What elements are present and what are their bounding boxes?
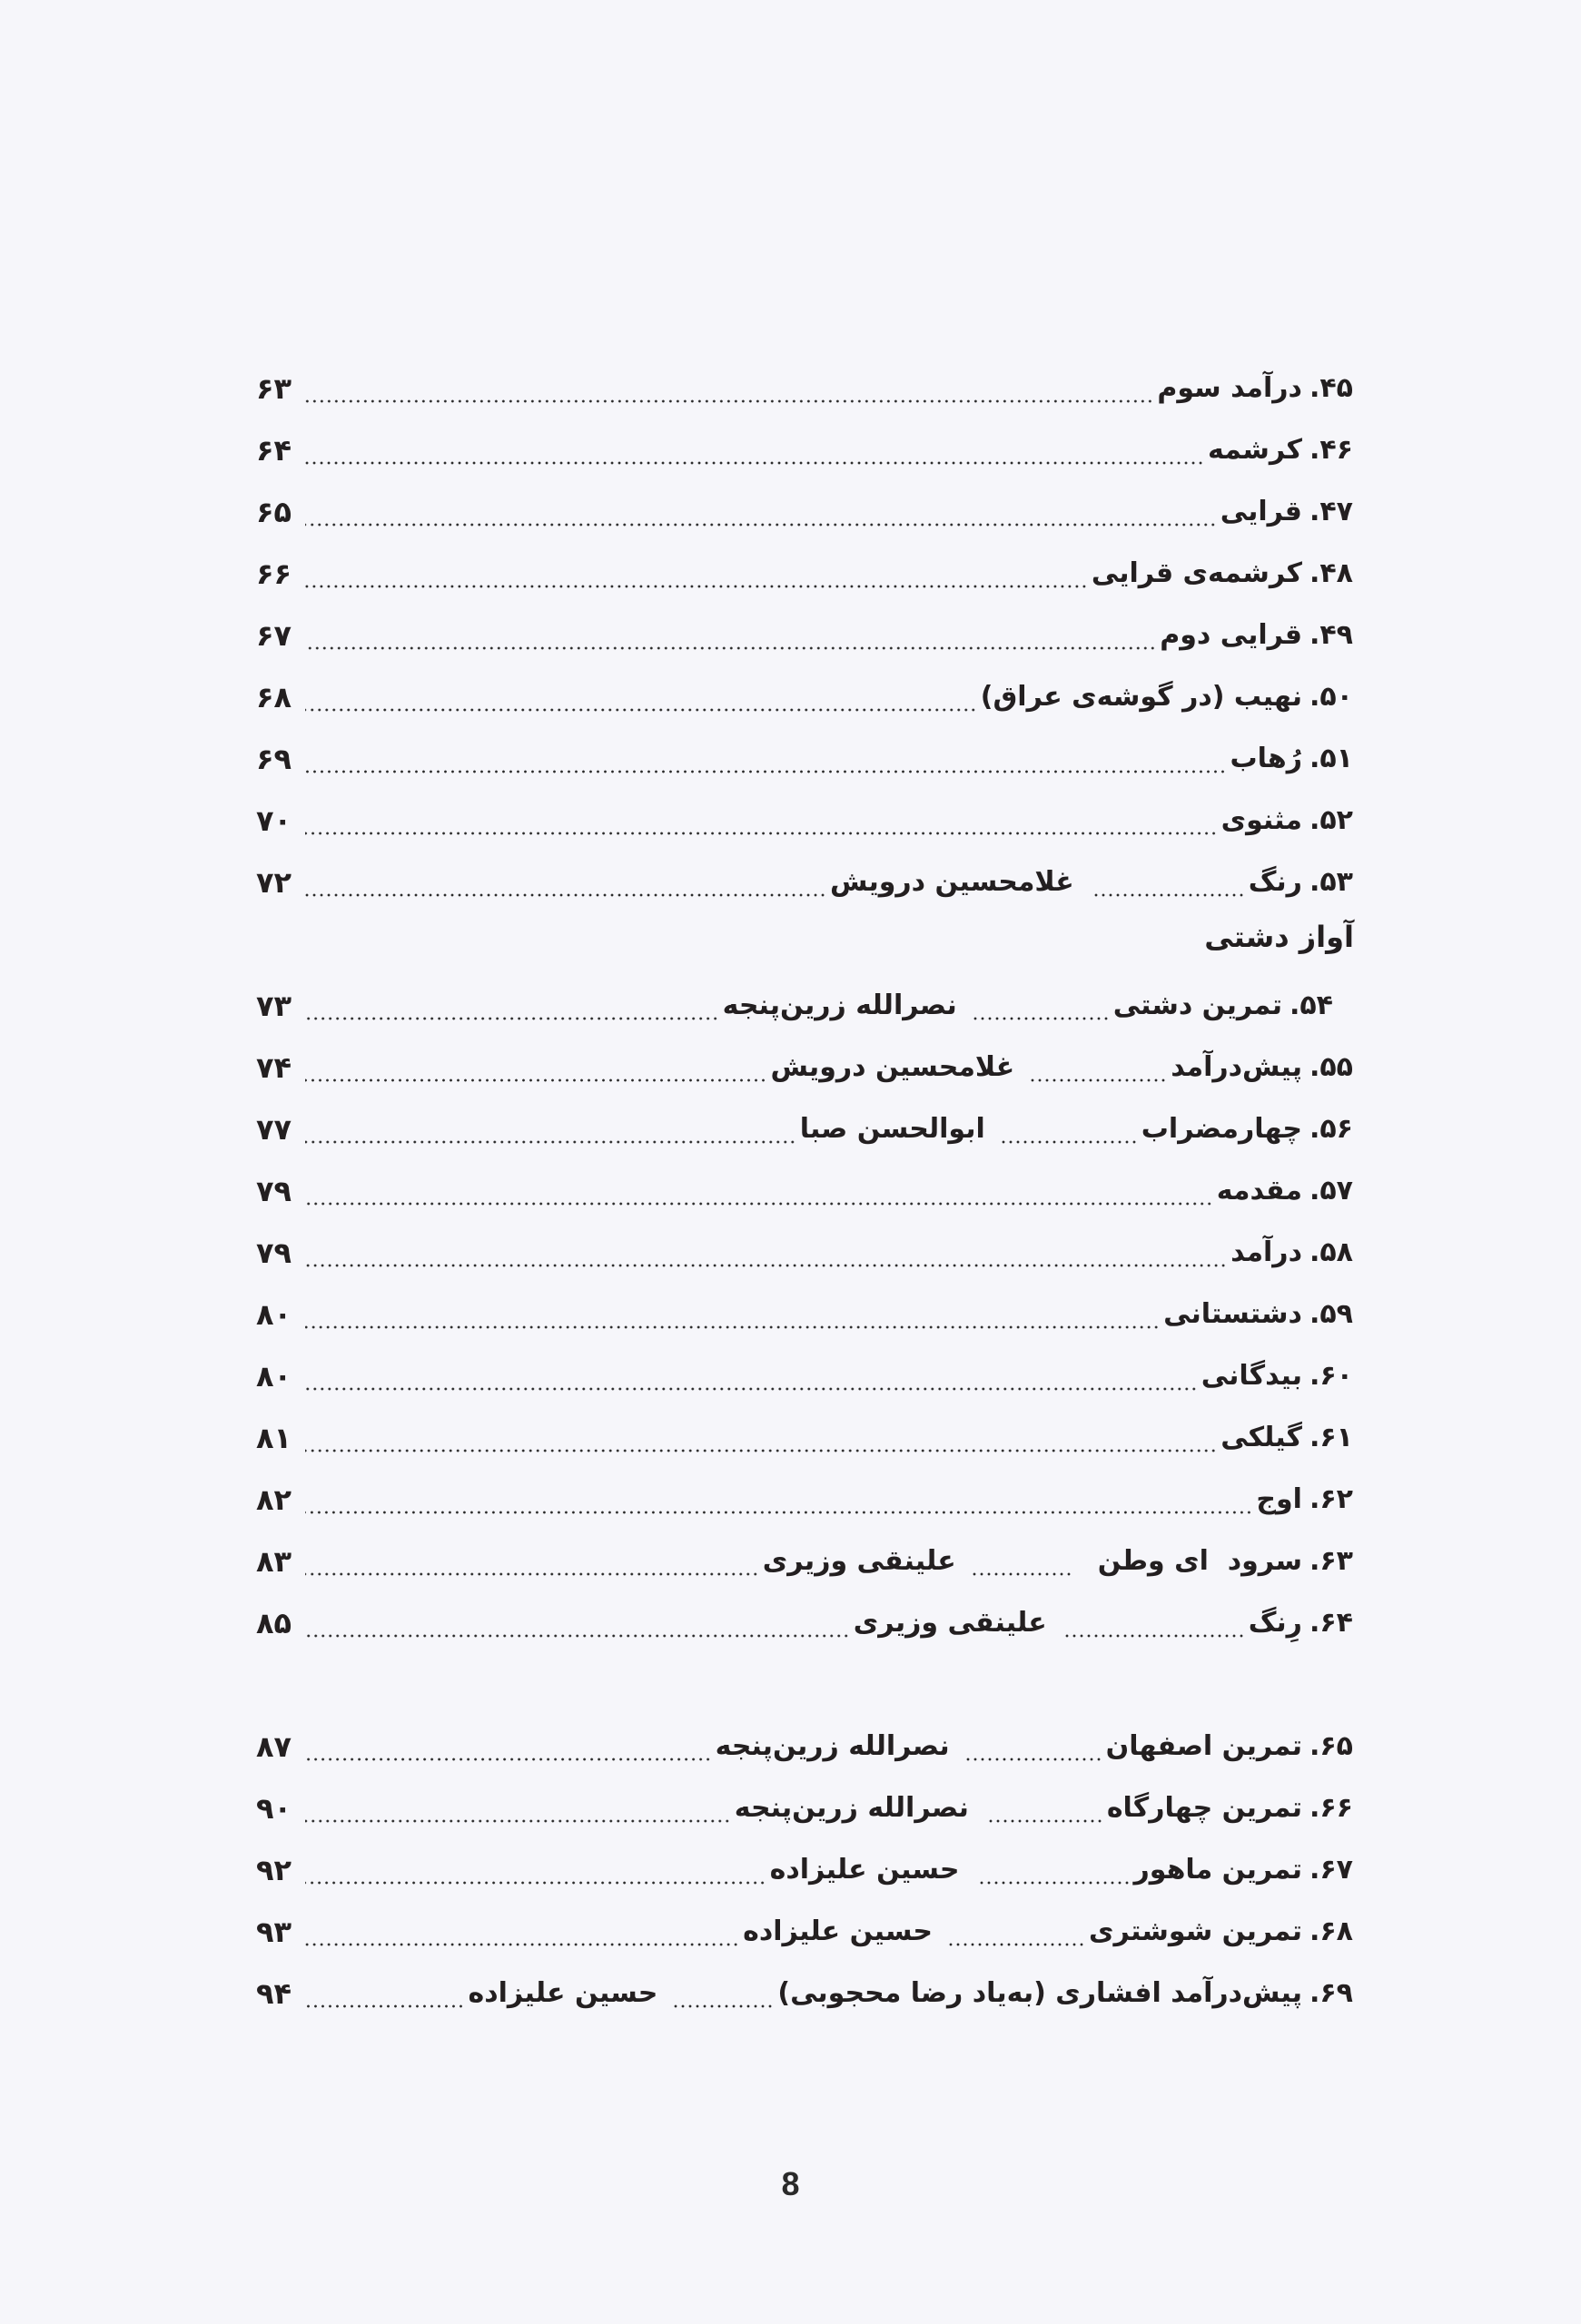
entry-page: ۶۳ bbox=[256, 371, 292, 406]
toc-entry bbox=[256, 1040, 1353, 1086]
entry-number: ۴۶. bbox=[1309, 434, 1353, 466]
dot-leader bbox=[305, 617, 1156, 654]
entry-page: ۶۹ bbox=[256, 742, 292, 776]
entry-number: ۶۸. bbox=[1309, 1915, 1353, 1947]
toc-entry bbox=[256, 1164, 1353, 1209]
entry-number: ۴۵. bbox=[1309, 372, 1353, 404]
toc-entry bbox=[256, 855, 1353, 901]
toc-entry bbox=[256, 608, 1353, 654]
dot-leader bbox=[305, 432, 1204, 468]
entry-title: تمرین اصفهان bbox=[1105, 1730, 1302, 1762]
toc-entry bbox=[256, 1843, 1353, 1888]
dot-leader bbox=[1031, 1049, 1167, 1086]
entry-title: قرایی bbox=[1220, 496, 1302, 527]
dot-leader bbox=[305, 1605, 850, 1641]
entry-title: مقدمه bbox=[1216, 1175, 1302, 1206]
entry-composer: حسین علیزاده bbox=[743, 1915, 933, 1947]
dot-leader bbox=[305, 1852, 766, 1888]
dot-leader bbox=[305, 1049, 767, 1086]
dot-leader bbox=[305, 988, 719, 1024]
entry-title: چهارمضراب bbox=[1141, 1113, 1302, 1145]
entry-title: اوج bbox=[1256, 1483, 1302, 1515]
dot-leader bbox=[305, 803, 1218, 839]
dot-leader bbox=[973, 1543, 1072, 1580]
entry-page: ۸۱ bbox=[256, 1421, 292, 1455]
entry-number: ۵۶. bbox=[1309, 1113, 1353, 1145]
dot-leader bbox=[305, 1482, 1252, 1518]
dot-leader bbox=[305, 864, 826, 901]
entry-composer: ابوالحسن صبا bbox=[799, 1113, 985, 1145]
entry-composer: علینقی وزیری bbox=[762, 1545, 956, 1577]
entry-composer: نصرالله زرین‌پنجه bbox=[734, 1792, 969, 1824]
entry-number: ۴۷. bbox=[1309, 496, 1353, 527]
dot-leader bbox=[305, 1914, 739, 1950]
entry-title: تمرین شوشتری bbox=[1089, 1915, 1302, 1947]
dot-leader bbox=[1002, 1111, 1138, 1147]
toc-entry bbox=[256, 1719, 1353, 1765]
entry-title: تمرین ماهور bbox=[1133, 1854, 1302, 1886]
toc-entry bbox=[256, 1781, 1353, 1827]
entry-page: ۸۵ bbox=[256, 1606, 292, 1640]
entry-page: ۷۹ bbox=[256, 1236, 292, 1270]
toc-entry bbox=[256, 1966, 1353, 2012]
dot-leader bbox=[305, 556, 1088, 592]
dot-leader bbox=[305, 494, 1217, 530]
dot-leader bbox=[305, 1420, 1217, 1456]
dot-leader bbox=[305, 1111, 796, 1147]
toc-entry bbox=[256, 979, 1353, 1024]
entry-number: ۵۴. bbox=[1289, 990, 1333, 1021]
entry-composer: نصرالله زرین‌پنجه bbox=[715, 1730, 950, 1762]
entry-number: ۶۲. bbox=[1309, 1483, 1353, 1515]
entry-page: ۶۸ bbox=[256, 680, 292, 714]
toc-entry bbox=[256, 1534, 1353, 1580]
entry-composer: نصرالله زرین‌پنجه bbox=[722, 990, 957, 1021]
entry-title: قرایی دوم bbox=[1160, 619, 1302, 651]
dot-leader bbox=[305, 679, 977, 715]
entry-number: ۶۴. bbox=[1309, 1607, 1353, 1639]
entry-number: ۵۹. bbox=[1309, 1298, 1353, 1330]
entry-title: مثنوی bbox=[1220, 804, 1302, 836]
entry-page: ۶۴ bbox=[256, 433, 292, 468]
entry-title: کرشمه bbox=[1208, 434, 1302, 466]
dot-leader bbox=[949, 1914, 1085, 1950]
entry-number: ۵۲. bbox=[1309, 804, 1353, 836]
entry-number: ۵۳. bbox=[1309, 866, 1353, 898]
entry-number: ۵۰. bbox=[1309, 681, 1353, 713]
entry-page: ۷۰ bbox=[256, 803, 292, 838]
entry-page: ۹۴ bbox=[256, 1976, 292, 2011]
dot-leader bbox=[305, 741, 1226, 777]
entry-number: ۶۵. bbox=[1309, 1730, 1353, 1762]
toc-entry bbox=[256, 1349, 1353, 1394]
entry-page: ۸۳ bbox=[256, 1544, 292, 1579]
entry-composer: غلامحسین درویش bbox=[770, 1051, 1015, 1083]
entry-number: ۶۳. bbox=[1309, 1545, 1353, 1577]
entry-page: ۹۳ bbox=[256, 1915, 292, 1949]
entry-page: ۷۷ bbox=[256, 1112, 292, 1147]
entry-page: ۶۵ bbox=[256, 495, 292, 529]
entry-title: کرشمه‌ی قرایی bbox=[1091, 557, 1302, 589]
toc-entry bbox=[256, 670, 1353, 715]
toc-entry bbox=[256, 361, 1353, 407]
entry-page: ۸۰ bbox=[256, 1359, 292, 1393]
entry-number: ۶۶. bbox=[1309, 1792, 1353, 1824]
entry-composer: حسین علیزاده bbox=[468, 1977, 658, 2009]
dot-leader bbox=[305, 1543, 759, 1580]
entry-title: پیش‌درآمد افشاری (به‌یاد رضا محجوبی) bbox=[777, 1977, 1302, 2009]
entry-number: ۴۸. bbox=[1309, 557, 1353, 589]
toc-entry bbox=[256, 1905, 1353, 1950]
toc-entry bbox=[256, 547, 1353, 592]
toc-entry bbox=[256, 1287, 1353, 1333]
dot-leader bbox=[305, 1358, 1198, 1394]
toc-entry bbox=[256, 1472, 1353, 1518]
entry-title: رِنگ bbox=[1248, 1607, 1302, 1639]
entry-title: دشتستانی bbox=[1163, 1298, 1302, 1330]
entry-title: درآمد سوم bbox=[1157, 372, 1302, 404]
toc-entry bbox=[256, 485, 1353, 530]
dot-leader bbox=[305, 370, 1153, 407]
toc-entry bbox=[256, 1411, 1353, 1456]
entry-page: ۸۲ bbox=[256, 1482, 292, 1517]
entry-page: ۷۹ bbox=[256, 1174, 292, 1208]
entry-number: ۶۱. bbox=[1309, 1422, 1353, 1453]
entry-composer: حسین علیزاده bbox=[769, 1854, 960, 1886]
dot-leader bbox=[973, 988, 1110, 1024]
entry-number: ۴۹. bbox=[1309, 619, 1353, 651]
page-number: 8 bbox=[781, 2165, 800, 2202]
entry-title: تمرین دشتی bbox=[1112, 990, 1282, 1021]
dot-leader bbox=[305, 1235, 1227, 1271]
entry-page: ۹۲ bbox=[256, 1853, 292, 1887]
entry-number: ۶۰. bbox=[1309, 1360, 1353, 1392]
dot-leader bbox=[305, 1173, 1213, 1209]
toc-entry bbox=[256, 1596, 1353, 1641]
entry-page: ۶۷ bbox=[256, 618, 292, 653]
entry-number: ۶۷. bbox=[1309, 1854, 1353, 1886]
entry-number: ۵۱. bbox=[1309, 743, 1353, 774]
entry-number: ۵۵. bbox=[1309, 1051, 1353, 1083]
toc-entry bbox=[256, 1226, 1353, 1271]
entry-page: ۸۰ bbox=[256, 1297, 292, 1332]
entry-title: تمرین چهارگاه bbox=[1106, 1792, 1302, 1824]
dot-leader bbox=[674, 1975, 774, 2012]
dot-leader bbox=[305, 1296, 1160, 1333]
entry-title: رنگ bbox=[1248, 866, 1302, 898]
entry-title: سرود ای وطن bbox=[1097, 1545, 1302, 1577]
entry-composer: غلامحسین درویش bbox=[830, 866, 1074, 898]
dot-leader bbox=[305, 1728, 712, 1765]
entry-composer: علینقی وزیری bbox=[853, 1607, 1047, 1639]
dot-leader bbox=[1063, 1605, 1245, 1641]
entry-title: گیلکی bbox=[1220, 1422, 1302, 1453]
entry-title: رُهاب bbox=[1230, 743, 1302, 774]
dot-leader bbox=[305, 1975, 464, 2012]
entry-title: درآمد bbox=[1230, 1236, 1302, 1268]
entry-page: ۹۰ bbox=[256, 1791, 292, 1826]
dot-leader bbox=[305, 1790, 731, 1827]
entry-number: ۵۷. bbox=[1309, 1175, 1353, 1206]
entry-title: نهیب (در گوشه‌ی عراق) bbox=[980, 681, 1302, 713]
entry-number: ۵۸. bbox=[1309, 1236, 1353, 1268]
entry-number: ۶۹. bbox=[1309, 1977, 1353, 2009]
section-heading: آواز دشتی bbox=[1204, 920, 1354, 954]
entry-page: ۶۶ bbox=[256, 556, 292, 591]
entry-page: ۸۷ bbox=[256, 1729, 292, 1764]
entry-page: ۷۴ bbox=[256, 1050, 292, 1085]
toc-entry bbox=[256, 793, 1353, 839]
toc-entry bbox=[256, 732, 1353, 777]
dot-leader bbox=[966, 1728, 1102, 1765]
toc-entry bbox=[256, 423, 1353, 468]
entry-page: ۷۳ bbox=[256, 989, 292, 1023]
entry-title: بیدگانی bbox=[1201, 1360, 1302, 1392]
entry-page: ۷۲ bbox=[256, 865, 292, 900]
dot-leader bbox=[1091, 864, 1245, 901]
dot-leader bbox=[976, 1852, 1131, 1888]
dot-leader bbox=[985, 1790, 1103, 1827]
toc-entry bbox=[256, 1102, 1353, 1147]
entry-title: پیش‌درآمد bbox=[1171, 1051, 1302, 1083]
